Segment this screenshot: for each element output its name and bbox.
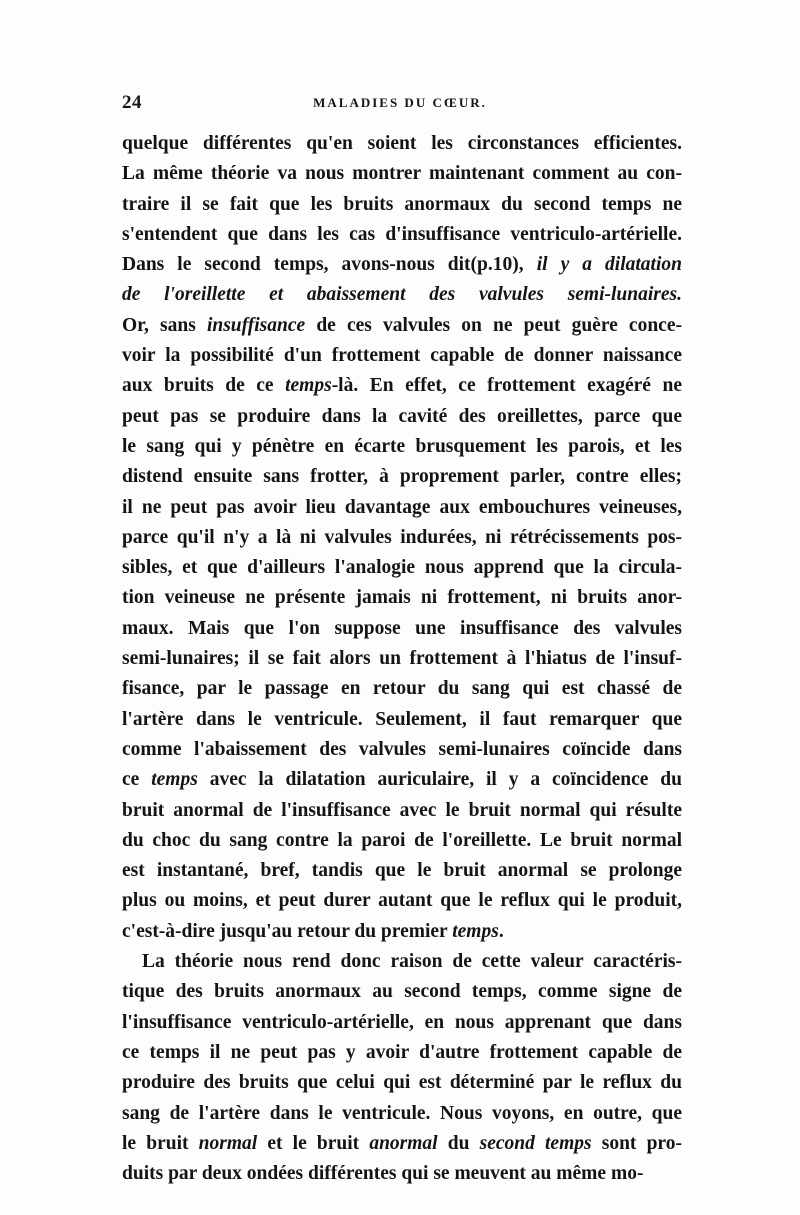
text-segment: l'insuffisance ventriculo-artérielle, en nous apprenant que dans <box>122 1011 682 1033</box>
text-segment: La même théorie va nous montrer maintenant comment au con- <box>122 163 682 185</box>
text-line <box>122 1099 682 1129</box>
italic-segment: temps <box>452 920 499 942</box>
italic-segment: de l'oreillette et abaissement des valvules semi-lunaires. <box>122 284 682 306</box>
text-segment: l'artère dans le ventricule. Seulement, il faut remarquer que <box>122 708 682 730</box>
text-line <box>122 705 682 735</box>
text-segment: duits par deux ondées différentes qui se meuvent au même mo- <box>122 1163 644 1185</box>
text-segment: distend ensuite sans frotter, à proprement parler, contre elles; <box>122 466 682 488</box>
text-segment: produire des bruits que celui qui est déterminé par le reflux du <box>122 1072 682 1094</box>
text-segment: Or, sans <box>122 314 207 336</box>
running-head: MALADIES DU CŒUR. <box>313 95 487 110</box>
page-header <box>122 92 678 122</box>
text-line <box>122 190 682 220</box>
text-segment: peut pas se produire dans la cavité des oreillettes, parce que <box>122 405 682 427</box>
text-segment: est instantané, bref, tandis que le bruit anormal se prolonge <box>122 860 682 882</box>
text-line <box>122 977 682 1007</box>
text-segment: comme l'abaissement des valvules semi-lunaires coïncide dans <box>122 738 682 760</box>
text-line <box>122 674 682 704</box>
text-segment: de ces valvules on ne peut guère conce- <box>305 314 682 336</box>
italic-segment: normal <box>198 1132 258 1154</box>
text-segment: le bruit <box>122 1132 199 1154</box>
text-segment: aux bruits de ce <box>122 375 286 397</box>
text-segment: Dans le second temps, avons-nous dit(p.10), <box>122 254 537 276</box>
text-segment: plus ou moins, et peut durer autant que le reflux qui le produit, <box>122 890 682 912</box>
text-segment: sibles, et que d'ailleurs l'analogie nous apprend que la circula- <box>122 557 682 579</box>
text-line <box>122 402 682 432</box>
text-segment: tion veineuse ne présente jamais ni frottement, ni bruits anor- <box>122 587 682 609</box>
text-line <box>122 280 682 310</box>
text-line <box>122 341 682 371</box>
text-segment: et le bruit <box>257 1132 370 1154</box>
text-line <box>122 1068 682 1098</box>
text-segment: bruit anormal de l'insuffisance avec le bruit normal qui résulte <box>122 799 682 821</box>
text-line <box>122 886 682 916</box>
body-text <box>122 129 682 1189</box>
text-segment: La théorie nous rend donc raison de cette valeur caractéris- <box>142 951 682 973</box>
text-segment: ce <box>122 769 152 791</box>
text-segment: traire il se fait que les bruits anormaux du second temps ne <box>122 193 682 215</box>
italic-segment: anormal <box>369 1132 438 1154</box>
text-segment: voir la possibilité d'un frottement capable de donner naissance <box>122 345 682 367</box>
text-line <box>122 159 682 189</box>
text-segment: c'est-à-dire jusqu'au retour du premier <box>122 920 453 942</box>
text-line <box>122 250 682 280</box>
text-segment: ce temps il ne peut pas y avoir d'autre frottement capable de <box>122 1041 682 1063</box>
text-segment: semi-lunaires; il se fait alors un frottement à l'hiatus de l'insuf- <box>122 648 682 670</box>
text-line <box>122 1038 682 1068</box>
text-segment: fisance, par le passage en retour du sang qui est chassé de <box>122 678 682 700</box>
italic-segment: temps <box>151 769 198 791</box>
text-line <box>122 311 682 341</box>
text-line <box>122 432 682 462</box>
text-segment: . <box>498 920 504 942</box>
text-line <box>122 765 682 795</box>
text-line <box>122 553 682 583</box>
text-line <box>122 493 682 523</box>
text-segment: s'entendent que dans les cas d'insuffisance ventriculo-artérielle. <box>122 223 682 245</box>
text-segment: du <box>437 1132 480 1154</box>
text-line <box>122 583 682 613</box>
text-segment: parce qu'il n'y a là ni valvules indurées, ni rétrécissements pos- <box>122 526 682 548</box>
text-segment: maux. Mais que l'on suppose une insuffisance des valvules <box>122 617 682 639</box>
page-number: 24 <box>122 92 142 113</box>
text-line <box>122 735 682 765</box>
text-line <box>122 614 682 644</box>
text-line <box>122 644 682 674</box>
text-segment: il ne peut pas avoir lieu davantage aux embouchures veineuses, <box>122 496 682 518</box>
text-segment: sang de l'artère dans le ventricule. Nous voyons, en outre, que <box>122 1102 682 1124</box>
text-line <box>122 917 682 947</box>
text-line <box>122 796 682 826</box>
text-line <box>122 856 682 886</box>
italic-segment: il y a dilatation <box>536 254 682 276</box>
text-line <box>122 1008 682 1038</box>
italic-segment: second temps <box>479 1132 592 1154</box>
text-line <box>122 462 682 492</box>
text-line <box>122 371 682 401</box>
text-segment: -là. En effet, ce frottement exagéré ne <box>331 375 682 397</box>
italic-segment: insuffisance <box>206 314 306 336</box>
text-segment: le sang qui y pénètre en écarte brusquement les parois, et les <box>122 435 682 457</box>
text-line <box>122 523 682 553</box>
text-segment: sont pro- <box>591 1132 682 1154</box>
text-line <box>122 947 682 977</box>
text-line <box>122 129 682 159</box>
text-line <box>122 1159 682 1189</box>
text-line <box>122 826 682 856</box>
text-line <box>122 220 682 250</box>
italic-segment: temps <box>285 375 332 397</box>
text-segment: quelque différentes qu'en soient les circonstances efficientes. <box>122 133 682 154</box>
text-line <box>122 1129 682 1159</box>
text-segment: avec la dilatation auriculaire, il y a coïncidence du <box>197 769 682 791</box>
text-segment: du choc du sang contre la paroi de l'oreillette. Le bruit normal <box>122 829 682 851</box>
text-segment: tique des bruits anormaux au second temps, comme signe de <box>122 981 682 1003</box>
